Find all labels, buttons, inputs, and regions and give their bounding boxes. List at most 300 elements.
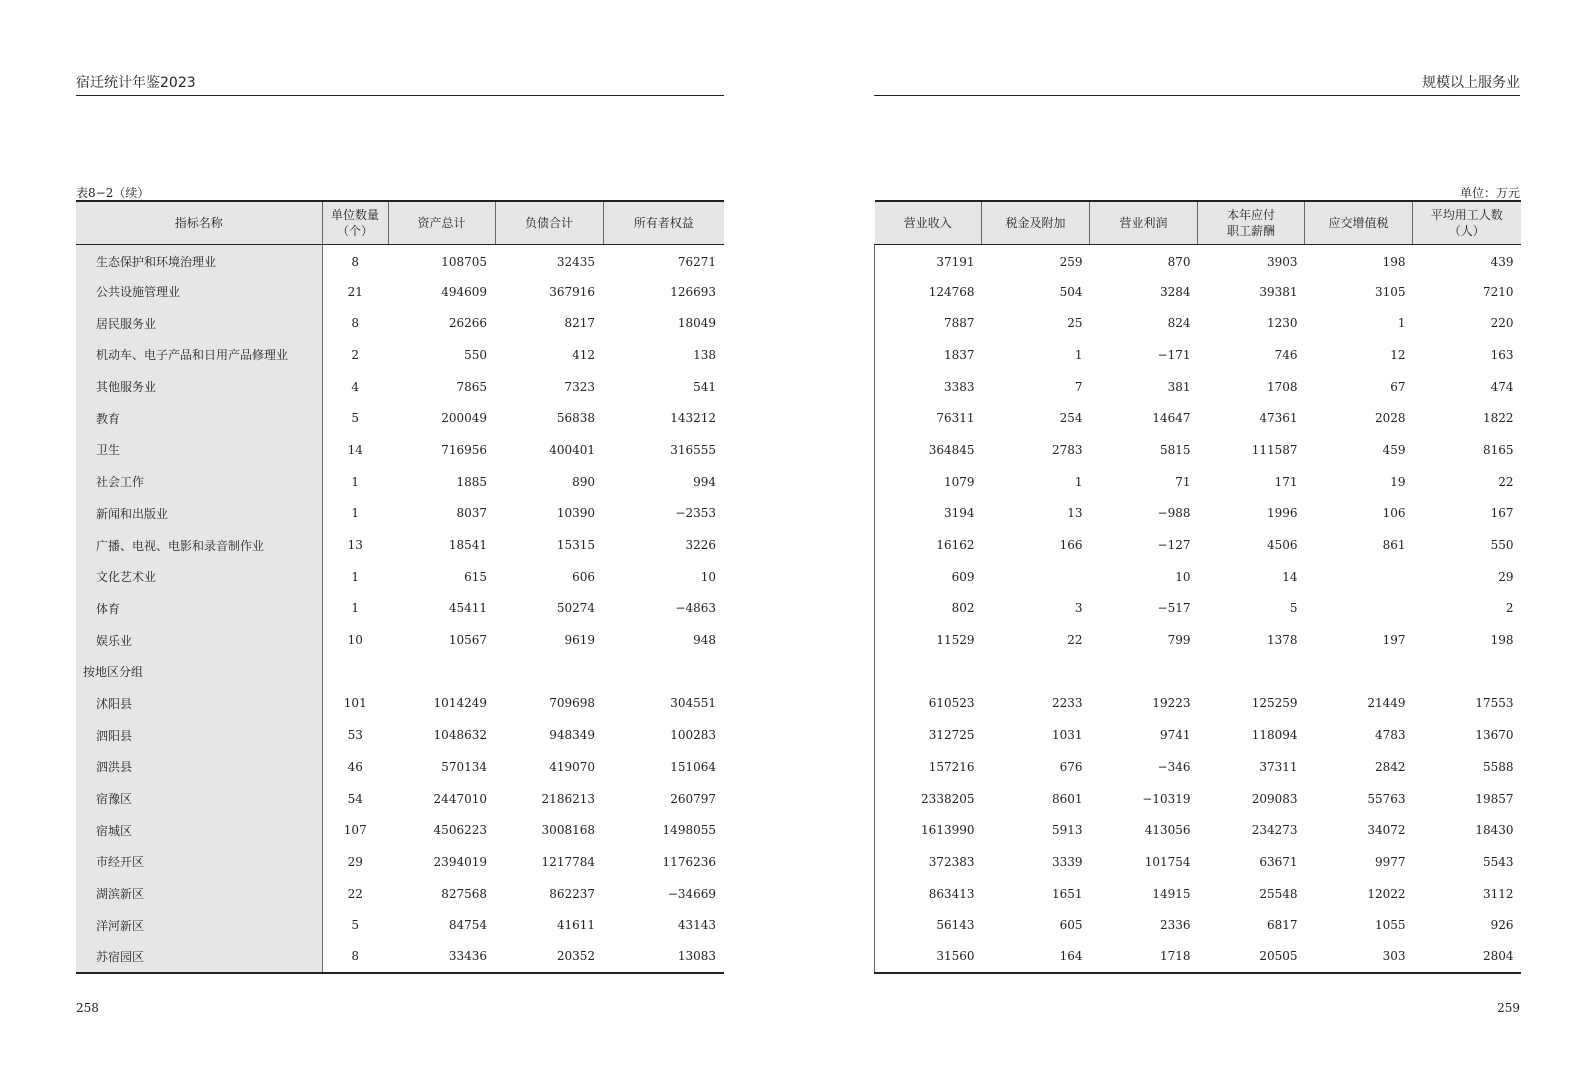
- value-cell: 3383: [875, 371, 982, 403]
- value-cell: 1651: [1051, 886, 1083, 901]
- column-header: [1090, 201, 1198, 244]
- value-cell: 11529: [875, 624, 982, 656]
- value-cell: 12022: [1367, 886, 1406, 901]
- value-cell: 22: [1498, 474, 1514, 489]
- value-cell: 8217: [564, 316, 595, 331]
- value-cell: −34669: [667, 886, 716, 901]
- table-row: [76, 941, 724, 973]
- value-cell: 5: [1289, 601, 1298, 616]
- column-header: [1198, 201, 1305, 244]
- value-cell: 101754: [1144, 854, 1191, 869]
- table-row: [76, 593, 724, 625]
- indicator-name: 体育: [76, 593, 322, 625]
- unit-count-cell: 5: [351, 918, 360, 933]
- value-cell: 5815: [1159, 442, 1191, 457]
- value-cell: 56143: [875, 909, 982, 941]
- indicator-name: 文化艺术业: [76, 561, 322, 593]
- value-cell: 2447010: [433, 791, 487, 806]
- table-row: [76, 878, 724, 910]
- unit-count-cell: 53: [347, 728, 363, 743]
- value-cell: 47361: [1259, 411, 1298, 426]
- value-cell: 994: [693, 474, 716, 489]
- column-header-line: 营业利润: [1119, 215, 1168, 230]
- group-label: 按地区分组: [76, 656, 322, 688]
- value-cell: 33436: [388, 941, 495, 973]
- value-cell: 419070: [549, 759, 595, 774]
- value-cell: 1708: [1266, 379, 1298, 394]
- column-header: [1305, 201, 1413, 244]
- column-header-line: 负债合计: [524, 215, 573, 230]
- value-cell: 124768: [875, 276, 982, 308]
- value-cell: 2028: [1374, 411, 1406, 426]
- value-cell: 18430: [1475, 823, 1514, 838]
- value-cell: 1014249: [433, 696, 487, 711]
- left-data-table: [76, 200, 724, 974]
- value-cell: 890: [572, 474, 595, 489]
- value-cell: [603, 656, 724, 688]
- value-cell: −4863: [675, 601, 716, 616]
- value-cell: 2394019: [433, 854, 487, 869]
- indicator-name: 泗洪县: [76, 751, 322, 783]
- value-cell: 8601: [1051, 791, 1083, 806]
- value-cell: 7: [1074, 379, 1083, 394]
- unit-count-cell: [322, 656, 388, 688]
- value-cell: 1: [1074, 347, 1083, 362]
- table-row: [76, 244, 724, 276]
- value-cell: 550: [1490, 538, 1514, 553]
- table-row: [875, 814, 1521, 846]
- value-cell: 6817: [1266, 918, 1298, 933]
- value-cell: 55763: [1367, 791, 1406, 806]
- value-cell: 7887: [875, 307, 982, 339]
- indicator-name: 泗阳县: [76, 719, 322, 751]
- yearbook-title: 宿迁统计年鉴2023: [76, 75, 196, 91]
- unit-count-cell: 8: [322, 941, 388, 973]
- value-cell: 1: [1074, 474, 1083, 489]
- column-header-line: 单位数量: [330, 207, 379, 222]
- table-row: [875, 434, 1521, 466]
- value-cell: 570134: [441, 759, 487, 774]
- indicator-name: 沭阳县: [76, 688, 322, 720]
- value-cell: 1822: [1482, 411, 1514, 426]
- table-row: [76, 498, 724, 530]
- table-caption: 表8−2（续）: [76, 186, 150, 200]
- unit-count-cell: 21: [347, 284, 363, 299]
- value-cell: 9741: [1159, 728, 1191, 743]
- value-cell: 13083: [603, 941, 724, 973]
- table-row: [875, 593, 1521, 625]
- value-cell: 494609: [441, 284, 487, 299]
- value-cell: [1413, 656, 1521, 688]
- value-cell: 20505: [1198, 941, 1305, 973]
- value-cell: 41611: [556, 918, 595, 933]
- value-cell: 746: [1274, 347, 1298, 362]
- value-cell: 2: [1505, 601, 1514, 616]
- value-cell: 2336: [1159, 918, 1191, 933]
- table-row: [875, 719, 1521, 751]
- value-cell: 12: [1390, 347, 1406, 362]
- value-cell: 1718: [1090, 941, 1198, 973]
- value-cell: 45411: [448, 601, 487, 616]
- section-title: 规模以上服务业: [1422, 75, 1520, 91]
- value-cell: −10319: [1142, 791, 1191, 806]
- value-cell: 504: [1059, 284, 1083, 299]
- value-cell: 67: [1390, 379, 1406, 394]
- unit-count-cell: 14: [347, 442, 363, 457]
- value-cell: 8165: [1482, 442, 1514, 457]
- value-cell: 260797: [670, 791, 716, 806]
- value-cell: 166: [1059, 538, 1083, 553]
- value-cell: 108705: [441, 254, 487, 269]
- table-row: [875, 941, 1521, 973]
- value-cell: 1176236: [662, 854, 716, 869]
- value-cell: 29: [1498, 569, 1514, 584]
- unit-count-cell: 4: [351, 379, 360, 394]
- table-row: [875, 783, 1521, 815]
- column-header: [1413, 201, 1521, 244]
- value-cell: 125259: [1251, 696, 1298, 711]
- value-cell: 459: [1382, 442, 1406, 457]
- value-cell: 32435: [556, 254, 595, 269]
- value-cell: 1048632: [433, 728, 487, 743]
- value-cell: 3194: [875, 498, 982, 530]
- value-cell: 2804: [1413, 941, 1521, 973]
- indicator-name: 其他服务业: [76, 371, 322, 403]
- value-cell: [1090, 656, 1198, 688]
- value-cell: 25548: [1259, 886, 1298, 901]
- value-cell: 18049: [677, 316, 716, 331]
- value-cell: 4506223: [433, 823, 487, 838]
- indicator-name: 教育: [76, 402, 322, 434]
- value-cell: 50274: [556, 601, 595, 616]
- value-cell: 76271: [677, 254, 716, 269]
- value-cell: 2186213: [541, 791, 595, 806]
- table-row: [875, 878, 1521, 910]
- table-row: [76, 814, 724, 846]
- indicator-name: 宿豫区: [76, 783, 322, 815]
- table-row: [76, 561, 724, 593]
- unit-count-cell: 1: [351, 474, 360, 489]
- table-row: [76, 339, 724, 371]
- value-cell: 198: [1382, 254, 1406, 269]
- value-cell: 676: [1059, 759, 1083, 774]
- value-cell: 364845: [875, 434, 982, 466]
- value-cell: 400401: [549, 442, 595, 457]
- value-cell: 100283: [670, 728, 716, 743]
- unit-count-cell: 1: [351, 506, 360, 521]
- column-header-line: 本年应付: [1226, 207, 1275, 222]
- value-cell: 948: [693, 633, 716, 648]
- value-cell: 10390: [556, 506, 595, 521]
- table-row: [76, 307, 724, 339]
- value-cell: 3226: [685, 538, 716, 553]
- table-row: [875, 466, 1521, 498]
- value-cell: 824: [1167, 316, 1191, 331]
- table-row: [76, 751, 724, 783]
- value-cell: 605: [1059, 918, 1083, 933]
- unit-count-cell: 46: [347, 759, 363, 774]
- value-cell: −988: [1157, 506, 1191, 521]
- table-row: [875, 561, 1521, 593]
- value-cell: 19223: [1152, 696, 1191, 711]
- right-table-body: [875, 244, 1521, 973]
- value-cell: 138: [693, 347, 716, 362]
- indicator-name: 机动车、电子产品和日用产品修理业: [76, 339, 322, 371]
- column-header-line: 税金及附加: [1005, 215, 1066, 230]
- value-cell: 3903: [1266, 254, 1298, 269]
- value-cell: 39381: [1259, 284, 1298, 299]
- table-row: [76, 688, 724, 720]
- table-row: [875, 339, 1521, 371]
- value-cell: 541: [693, 379, 716, 394]
- value-cell: 412: [572, 347, 595, 362]
- value-cell: 1217784: [541, 854, 595, 869]
- value-cell: 1055: [1374, 918, 1406, 933]
- value-cell: 3: [1074, 601, 1083, 616]
- column-header-line: 营业收入: [903, 215, 952, 230]
- column-header-line: 应交增值税: [1328, 215, 1389, 230]
- indicator-name: 湖滨新区: [76, 878, 322, 910]
- value-cell: 1837: [875, 339, 982, 371]
- value-cell: 111587: [1251, 442, 1298, 457]
- value-cell: 948349: [549, 728, 595, 743]
- table-row: [76, 624, 724, 656]
- value-cell: 862237: [549, 886, 595, 901]
- value-cell: 2783: [1051, 442, 1083, 457]
- value-cell: 163: [1490, 347, 1514, 362]
- unit-label: 单位：万元: [1459, 186, 1520, 200]
- value-cell: 413056: [1144, 823, 1191, 838]
- right-page: [874, 0, 1520, 1077]
- table-row: [76, 371, 724, 403]
- table-row: [875, 244, 1521, 276]
- indicator-name: 苏宿园区: [76, 941, 322, 973]
- value-cell: 1498055: [662, 823, 716, 838]
- column-header-line: （个）: [336, 223, 373, 238]
- column-header: [495, 201, 603, 244]
- value-cell: 316555: [670, 442, 716, 457]
- value-cell: 1: [1397, 316, 1406, 331]
- value-cell: 1613990: [875, 814, 982, 846]
- value-cell: 71: [1175, 474, 1191, 489]
- value-cell: 22: [1067, 633, 1083, 648]
- column-header-line: 职工薪酬: [1226, 223, 1275, 238]
- table-row: [76, 783, 724, 815]
- value-cell: 2842: [1374, 759, 1406, 774]
- right-running-header: [874, 73, 1520, 96]
- value-cell: 106: [1382, 506, 1406, 521]
- table-row: [875, 846, 1521, 878]
- value-cell: 367916: [549, 284, 595, 299]
- value-cell: 20352: [495, 941, 603, 973]
- left-table-header-row: [76, 201, 724, 244]
- value-cell: 3112: [1482, 886, 1514, 901]
- unit-count-cell: 8: [351, 316, 360, 331]
- table-row: [875, 307, 1521, 339]
- value-cell: 26266: [448, 316, 487, 331]
- value-cell: −517: [1157, 601, 1191, 616]
- value-cell: [875, 656, 982, 688]
- value-cell: −171: [1157, 347, 1191, 362]
- column-header-line: 平均用工人数: [1430, 207, 1503, 222]
- value-cell: 84754: [448, 918, 487, 933]
- value-cell: 126693: [670, 284, 716, 299]
- unit-count-cell: 54: [347, 791, 363, 806]
- value-cell: 17553: [1475, 696, 1514, 711]
- value-cell: 439: [1490, 254, 1514, 269]
- left-running-header: [76, 73, 724, 96]
- left-page: [76, 0, 724, 1077]
- left-table-body: [76, 244, 724, 973]
- value-cell: 4506: [1266, 538, 1298, 553]
- value-cell: 31560: [875, 941, 982, 973]
- value-cell: 1378: [1266, 633, 1298, 648]
- table-row: [875, 276, 1521, 308]
- value-cell: 25: [1067, 316, 1083, 331]
- value-cell: 220: [1490, 316, 1514, 331]
- value-cell: [982, 561, 1090, 593]
- value-cell: 34072: [1367, 823, 1406, 838]
- value-cell: 2338205: [875, 783, 982, 815]
- right-table-header-row: [875, 201, 1521, 244]
- indicator-name: 居民服务业: [76, 307, 322, 339]
- value-cell: 304551: [670, 696, 716, 711]
- value-cell: 870: [1167, 254, 1191, 269]
- table-row: [875, 402, 1521, 434]
- value-cell: 197: [1382, 633, 1406, 648]
- table-row: [76, 719, 724, 751]
- value-cell: 151064: [670, 759, 716, 774]
- unit-count-cell: 8: [351, 254, 360, 269]
- value-cell: 709698: [549, 696, 595, 711]
- value-cell: 254: [1059, 411, 1083, 426]
- indicator-name: 宿城区: [76, 814, 322, 846]
- right-page-number: 259: [1497, 1001, 1520, 1015]
- value-cell: 1079: [875, 466, 982, 498]
- value-cell: 14647: [1152, 411, 1191, 426]
- table-row: [76, 909, 724, 941]
- table-row: [76, 466, 724, 498]
- indicator-name: 社会工作: [76, 466, 322, 498]
- indicator-name: 新闻和出版业: [76, 498, 322, 530]
- value-cell: 372383: [875, 846, 982, 878]
- indicator-name: 娱乐业: [76, 624, 322, 656]
- value-cell: 303: [1305, 941, 1413, 973]
- value-cell: 7210: [1482, 284, 1514, 299]
- column-header: [875, 201, 982, 244]
- value-cell: [1305, 561, 1413, 593]
- value-cell: 234273: [1251, 823, 1298, 838]
- unit-count-cell: 1: [351, 569, 360, 584]
- unit-count-cell: 2: [351, 347, 360, 362]
- value-cell: 10567: [448, 633, 487, 648]
- value-cell: 200049: [441, 411, 487, 426]
- value-cell: 5543: [1482, 854, 1514, 869]
- value-cell: 1885: [456, 474, 487, 489]
- value-cell: 118094: [1251, 728, 1298, 743]
- unit-count-cell: 29: [347, 854, 363, 869]
- value-cell: 550: [464, 347, 487, 362]
- indicator-name: 市经开区: [76, 846, 322, 878]
- value-cell: 9977: [1374, 854, 1406, 869]
- value-cell: [1305, 656, 1413, 688]
- value-cell: −346: [1157, 759, 1191, 774]
- table-row: [875, 624, 1521, 656]
- value-cell: 8037: [456, 506, 487, 521]
- value-cell: 609: [875, 561, 982, 593]
- unit-count-cell: 5: [351, 411, 360, 426]
- value-cell: 3339: [1051, 854, 1083, 869]
- value-cell: 56838: [556, 411, 595, 426]
- value-cell: 21449: [1367, 696, 1406, 711]
- value-cell: 14915: [1152, 886, 1191, 901]
- column-header: [322, 201, 388, 244]
- table-row: [76, 276, 724, 308]
- column-header-line: 资产总计: [417, 215, 466, 230]
- value-cell: −127: [1157, 538, 1191, 553]
- column-header-line: （人）: [1448, 223, 1485, 238]
- table-row: [76, 434, 724, 466]
- value-cell: 198: [1490, 633, 1514, 648]
- value-cell: 5588: [1482, 759, 1514, 774]
- indicator-name: 卫生: [76, 434, 322, 466]
- value-cell: −2353: [675, 506, 716, 521]
- value-cell: 164: [982, 941, 1090, 973]
- table-row: [76, 846, 724, 878]
- table-row: [875, 909, 1521, 941]
- value-cell: 18541: [448, 538, 487, 553]
- value-cell: 381: [1167, 379, 1191, 394]
- value-cell: 312725: [875, 719, 982, 751]
- value-cell: 9619: [564, 633, 595, 648]
- right-data-table: [874, 200, 1521, 974]
- value-cell: 157216: [875, 751, 982, 783]
- column-header: [982, 201, 1090, 244]
- value-cell: 2233: [1051, 696, 1083, 711]
- value-cell: 10: [700, 569, 716, 584]
- value-cell: 76311: [875, 402, 982, 434]
- table-row: [875, 498, 1521, 530]
- column-header: [603, 201, 724, 244]
- table-row: [875, 688, 1521, 720]
- value-cell: 5913: [1051, 823, 1083, 838]
- value-cell: 3105: [1374, 284, 1406, 299]
- value-cell: 3284: [1159, 284, 1191, 299]
- value-cell: 1031: [1051, 728, 1083, 743]
- value-cell: 827568: [441, 886, 487, 901]
- value-cell: 863413: [875, 878, 982, 910]
- indicator-name: 生态保护和环境治理业: [76, 244, 322, 276]
- value-cell: 19: [1390, 474, 1406, 489]
- column-header: [76, 201, 322, 244]
- table-row: [875, 656, 1521, 688]
- value-cell: 4783: [1374, 728, 1406, 743]
- value-cell: 171: [1274, 474, 1298, 489]
- unit-count-cell: 13: [347, 538, 363, 553]
- value-cell: 37311: [1259, 759, 1298, 774]
- table-row: [875, 529, 1521, 561]
- value-cell: 167: [1490, 506, 1514, 521]
- unit-count-cell: 10: [347, 633, 363, 648]
- unit-count-cell: 22: [347, 886, 363, 901]
- value-cell: 14: [1282, 569, 1298, 584]
- value-cell: 3008168: [541, 823, 595, 838]
- table-row: [875, 751, 1521, 783]
- value-cell: 861: [1382, 538, 1406, 553]
- value-cell: 19857: [1475, 791, 1514, 806]
- column-header: [388, 201, 495, 244]
- unit-count-cell: 101: [343, 696, 367, 711]
